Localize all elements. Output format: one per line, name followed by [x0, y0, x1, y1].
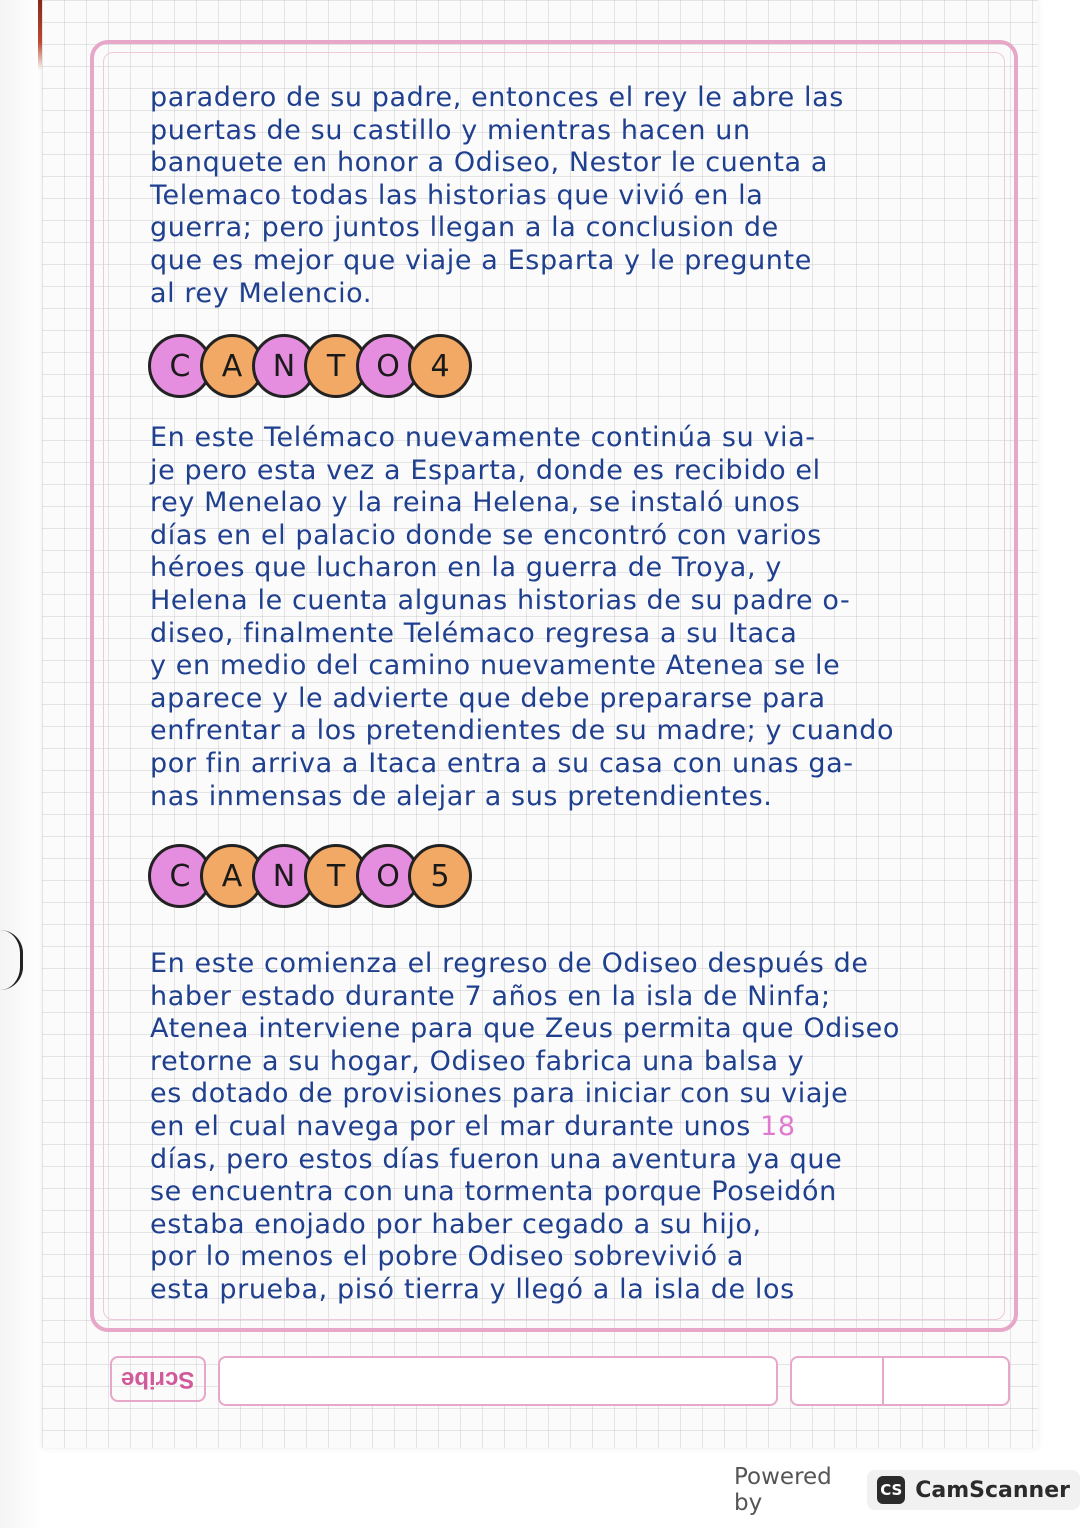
paragraph-line: esta prueba, pisó tierra y llegó a la isla de los — [150, 1273, 795, 1305]
canto-letter-bubble: 5 — [408, 844, 472, 908]
paragraph-line: diseo, finalmente Telémaco regresa a su Itaca — [150, 617, 798, 649]
canto-letter-bubble: T — [304, 334, 368, 398]
paragraph-line: por fin arriva a Itaca entra a su casa con unas ga- — [150, 747, 854, 779]
name-field-box — [218, 1356, 778, 1406]
paragraph-line: Telemaco todas las historias que vivió en la — [150, 179, 764, 211]
paragraph-line: estaba enojado por haber cegado a su hijo, — [150, 1208, 762, 1240]
line-text: en el cual navega por el mar durante unos — [150, 1110, 761, 1142]
paragraph-line: es dotado de provisiones para iniciar con su viaje — [150, 1078, 849, 1110]
notebook-footer — [110, 1350, 1010, 1420]
canto-letter-bubble: O — [356, 334, 420, 398]
paragraph-line: je pero esta vez a Esparta, donde es recibido el — [150, 454, 821, 486]
paragraph-line: aparece y le advierte que debe prepararse para — [150, 682, 826, 714]
paragraph-line: se encuentra con una tormenta porque Poseidón — [150, 1176, 837, 1208]
paragraph-line: guerra; pero juntos llegan a la conclusion de — [150, 212, 779, 244]
canto-letter-bubble: C — [148, 844, 212, 908]
paragraph-line — [150, 1111, 1010, 1144]
paragraph-line: banquete en honor a Odiseo, Nestor le cuenta a — [150, 147, 828, 179]
powered-by-label: Powered by — [734, 1464, 832, 1516]
paragraph-line: héroes que lucharon en la guerra de Troya, y — [150, 552, 782, 584]
paragraph-line: rey Menelao y la reina Helena, se instaló unos — [150, 487, 801, 519]
paragraph-line: Helena le cuenta algunas historias de su padre o- — [150, 584, 851, 616]
canto-letter-bubble: A — [200, 844, 264, 908]
camscanner-badge — [867, 1470, 1080, 1510]
canto-5-heading — [148, 838, 460, 914]
paragraph-line: días, pero estos días fueron una aventura ya que — [150, 1143, 843, 1175]
canto-letter-bubble: N — [252, 844, 316, 908]
canto-4-heading — [148, 328, 460, 404]
paragraph-line: por lo menos el pobre Odiseo sobrevivió a — [150, 1241, 745, 1273]
scan-left-edge — [0, 0, 42, 1528]
canto-letter-bubble: C — [148, 334, 212, 398]
canto-letter-bubble: 4 — [408, 334, 472, 398]
canto-letter-bubble: N — [252, 334, 316, 398]
paragraph-line: En este comienza el regreso de Odiseo después de — [150, 948, 869, 979]
paragraph-canto-4 — [150, 422, 1010, 813]
paragraph-line: Atenea interviene para que Zeus permita que Odiseo — [150, 1013, 901, 1045]
paragraph-line: enfrentar a los pretendientes de su madre; y cuando — [150, 715, 895, 747]
paragraph-line: haber estado durante 7 años en la isla de Ninfa; — [150, 980, 831, 1012]
paragraph-canto-5 — [150, 948, 1010, 1307]
brand-logo-box — [110, 1356, 206, 1402]
paragraph-line: al rey Melencio. — [150, 277, 373, 309]
brand-logo: Scribe — [121, 1366, 195, 1393]
canto-letter-bubble: T — [304, 844, 368, 908]
camscanner-icon: CS — [877, 1476, 905, 1504]
paragraph-line: que es mejor que viaje a Esparta y le pregunte — [150, 244, 812, 276]
paragraph-line: retorne a su hogar, Odiseo fabrica una balsa y — [150, 1045, 805, 1077]
paragraph-line: días en el palacio donde se encontró con varios — [150, 519, 822, 551]
canto-letter-bubble: A — [200, 334, 264, 398]
date-field-box — [790, 1356, 1010, 1406]
date-divider — [882, 1356, 884, 1406]
camscanner-watermark — [734, 1464, 1080, 1516]
paragraph-line: puertas de su castillo y mientras hacen un — [150, 114, 751, 146]
paragraph-intro — [150, 82, 1010, 310]
highlighted-number: 18 — [760, 1110, 796, 1142]
paragraph-line: paradero de su padre, entonces el rey le abre las — [150, 82, 844, 113]
paragraph-line: y en medio del camino nuevamente Atenea se le — [150, 650, 841, 682]
paragraph-line: nas inmensas de alejar a sus pretendientes. — [150, 780, 773, 812]
camscanner-name: CamScanner — [915, 1477, 1070, 1503]
paragraph-line: En este Telémaco nuevamente continúa su via- — [150, 422, 816, 453]
canto-letter-bubble: O — [356, 844, 420, 908]
